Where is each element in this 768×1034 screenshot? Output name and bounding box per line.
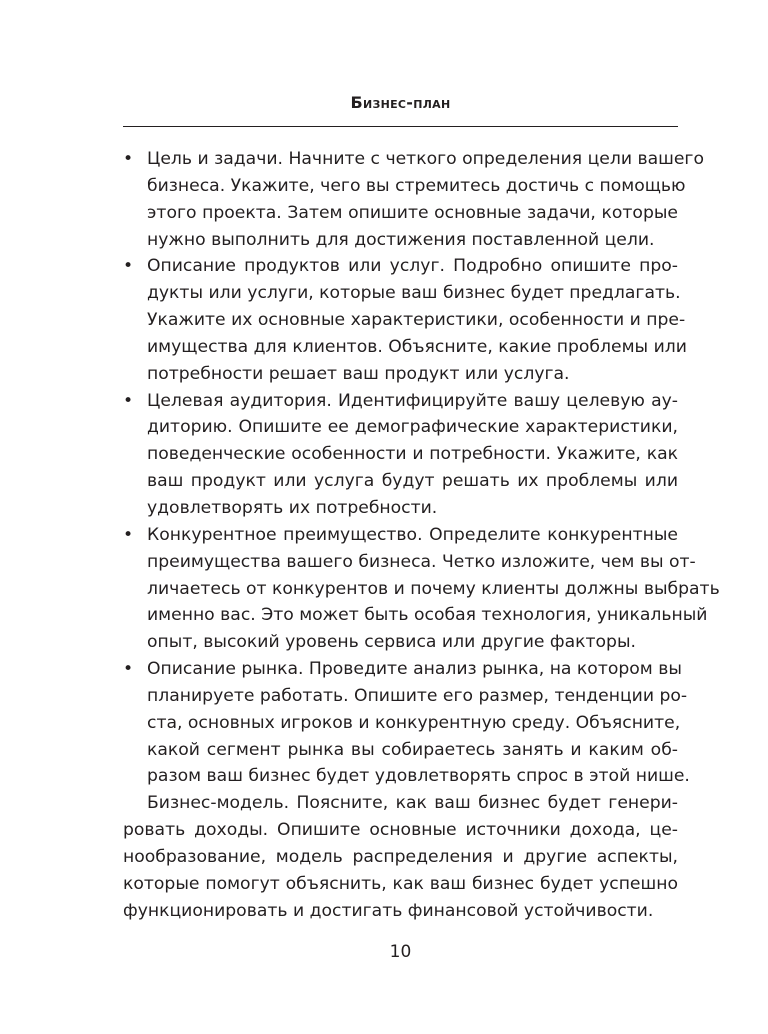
list-item-line: дукты или услуги, которые ваш бизнес будет предлагать. [147, 283, 681, 304]
list-item-line: ваш продукт или услуга будут решать их проблемы или [147, 471, 678, 492]
list-item [123, 388, 678, 522]
business-model-paragraph [123, 790, 678, 924]
list-item-line: имущества для клиентов. Объясните, какие проблемы или [147, 336, 687, 357]
list-item-line: ста, основных игроков и конкурентную среду. Объясните, [147, 712, 681, 733]
list-item-line: • Цель и задачи. Начните с четкого определения цели вашего [123, 146, 678, 173]
header-rule [123, 126, 678, 127]
list-item [123, 522, 720, 656]
list-item-line: разом ваш бизнес будет удовлетворять спрос в этой нише. [147, 766, 690, 787]
list-item-line: этого проекта. Затем опишите основные задачи, которые [147, 202, 678, 223]
paragraph-line: которые помогут объяснить, как ваш бизнес будет успешно [123, 873, 678, 894]
list-item-line: поведенческие особенности и потребности. Укажите, как [147, 444, 678, 465]
list-item [123, 253, 687, 387]
paragraph-line: Бизнес-модель. Поясните, как ваш бизнес будет генери- [147, 793, 678, 814]
page-body [123, 146, 720, 924]
paragraph-line: ровать доходы. Опишите основные источники дохода, це- [123, 820, 678, 841]
bullet-list [123, 146, 720, 790]
list-item-line: планируете работать. Опишите его размер, тенденции ро- [147, 685, 688, 706]
list-item-line: • Описание рынка. Проведите анализ рынка, на котором вы [123, 656, 678, 683]
list-item-line: какой сегмент рынка вы собираетесь занять и каким об- [147, 739, 678, 760]
list-item-line: нужно выполнить для достижения поставленной цели. [147, 229, 655, 250]
list-item-line: потребности решает ваш продукт или услуга. [147, 363, 570, 384]
paragraph-line: функционировать и достигать финансовой устойчивости. [123, 900, 654, 921]
list-item-line: бизнеса. Укажите, чего вы стремитесь достичь с помощью [147, 175, 686, 196]
list-item-line: • Описание продуктов или услуг. Подробно опишите про- [123, 253, 678, 280]
paragraph-line: нообразование, модель распределения и другие аспекты, [123, 846, 678, 867]
list-item-line: диторию. Опишите ее демографические характеристики, [147, 417, 678, 438]
page-number: 10 [389, 942, 412, 962]
list-item-line: удовлетворять их потребности. [147, 497, 438, 518]
list-item [123, 656, 690, 790]
list-item-line: • Целевая аудитория. Идентифицируйте вашу целевую ау- [123, 388, 678, 415]
running-head-title: Бизнес-план [350, 93, 451, 112]
list-item-line: преимущества вашего бизнеса. Четко изложите, чем вы от- [147, 551, 696, 572]
list-item [123, 146, 704, 253]
list-item-line: Укажите их основные характеристики, особенности и пре- [147, 310, 686, 331]
list-item-line: личаетесь от конкурентов и почему клиенты должны выбрать [147, 578, 720, 599]
list-item-line: именно вас. Это может быть особая технология, уникальный [147, 605, 708, 626]
list-item-line: опыт, высокий уровень сервиса или другие факторы. [147, 632, 636, 653]
list-item-line: • Конкурентное преимущество. Определите конкурентные [123, 522, 678, 549]
